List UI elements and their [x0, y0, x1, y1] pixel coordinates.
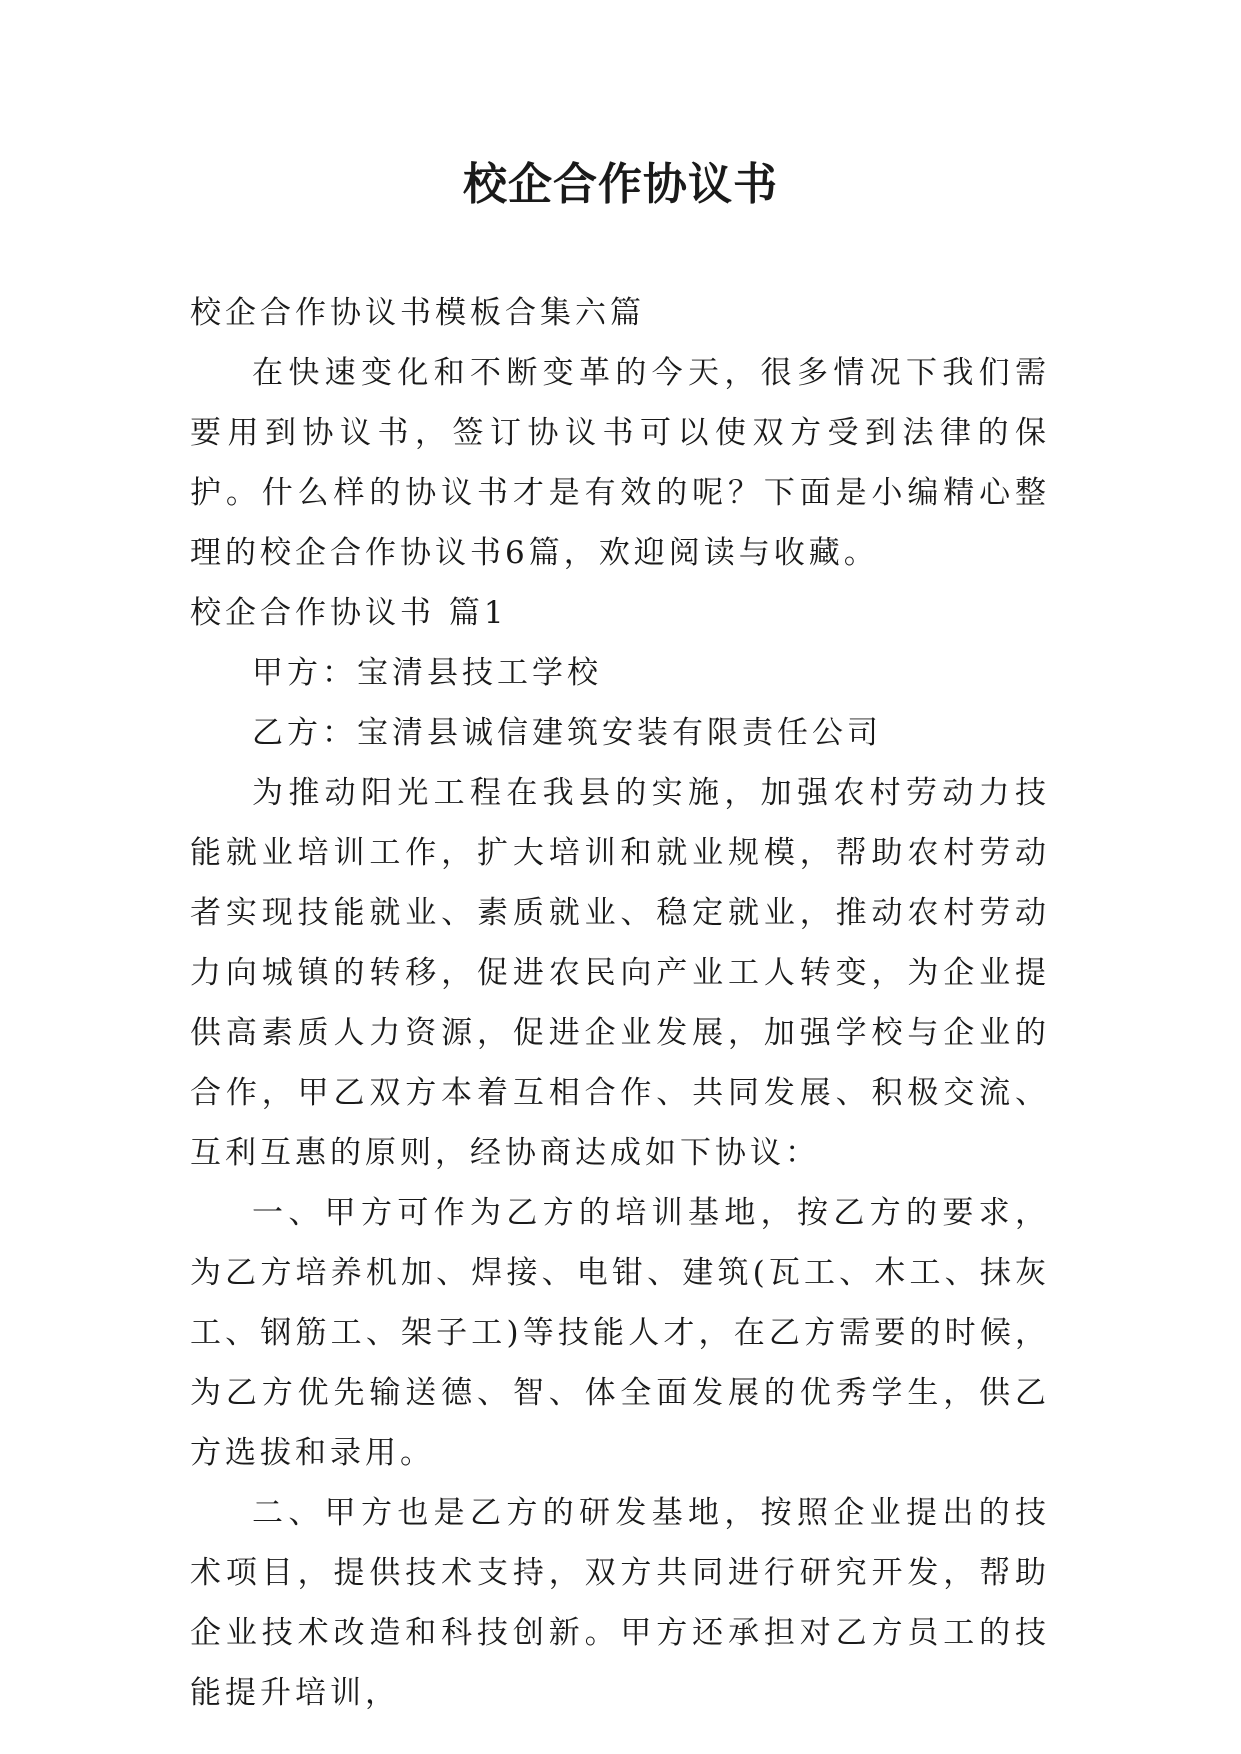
clause-2-paragraph: 二、甲方也是乙方的研发基地，按照企业提出的技术项目，提供技术支持，双方共同进行研究开发，帮助企业技术改造和科技创新。甲方还承担对乙方员工的技能提升培训，: [190, 1495, 1050, 1711]
document-title: 校企合作协议书: [463, 159, 778, 210]
intro-paragraph: 在快速变化和不断变革的今天，很多情况下我们需要用到协议书，签订协议书可以使双方受到法律的保护。什么样的协议书才是有效的呢？下面是小编精心整理的校企合作协议书6篇，欢迎阅读与收藏。: [190, 355, 1050, 571]
clause-1-paragraph: 一、甲方可作为乙方的培训基地，按乙方的要求，为乙方培养机加、焊接、电钳、建筑(瓦工、木工、抹灰工、钢筋工、架子工)等技能人才，在乙方需要的时候，为乙方优先输送德、智、体全面发展的优秀学生，供乙方选拔和录用。: [190, 1195, 1050, 1471]
preamble-paragraph: 为推动阳光工程在我县的实施，加强农村劳动力技能就业培训工作，扩大培训和就业规模，帮助农村劳动者实现技能就业、素质就业、稳定就业，推动农村劳动力向城镇的转移，促进农民向产业工人转变，为企业提供高素质人力资源，促进企业发展，加强学校与企业的合作，甲乙双方本着互相合作、共同发展、积极交流、互利互惠的原则，经协商达成如下协议：: [190, 775, 1050, 1171]
document-subtitle: 校企合作协议书模板合集六篇: [190, 295, 645, 331]
document-body: [190, 283, 1050, 1723]
party-b-line: 乙方：宝清县诚信建筑安装有限责任公司: [252, 715, 882, 751]
party-a-line: 甲方：宝清县技工学校: [252, 655, 602, 691]
section-heading: 校企合作协议书 篇1: [190, 595, 508, 631]
